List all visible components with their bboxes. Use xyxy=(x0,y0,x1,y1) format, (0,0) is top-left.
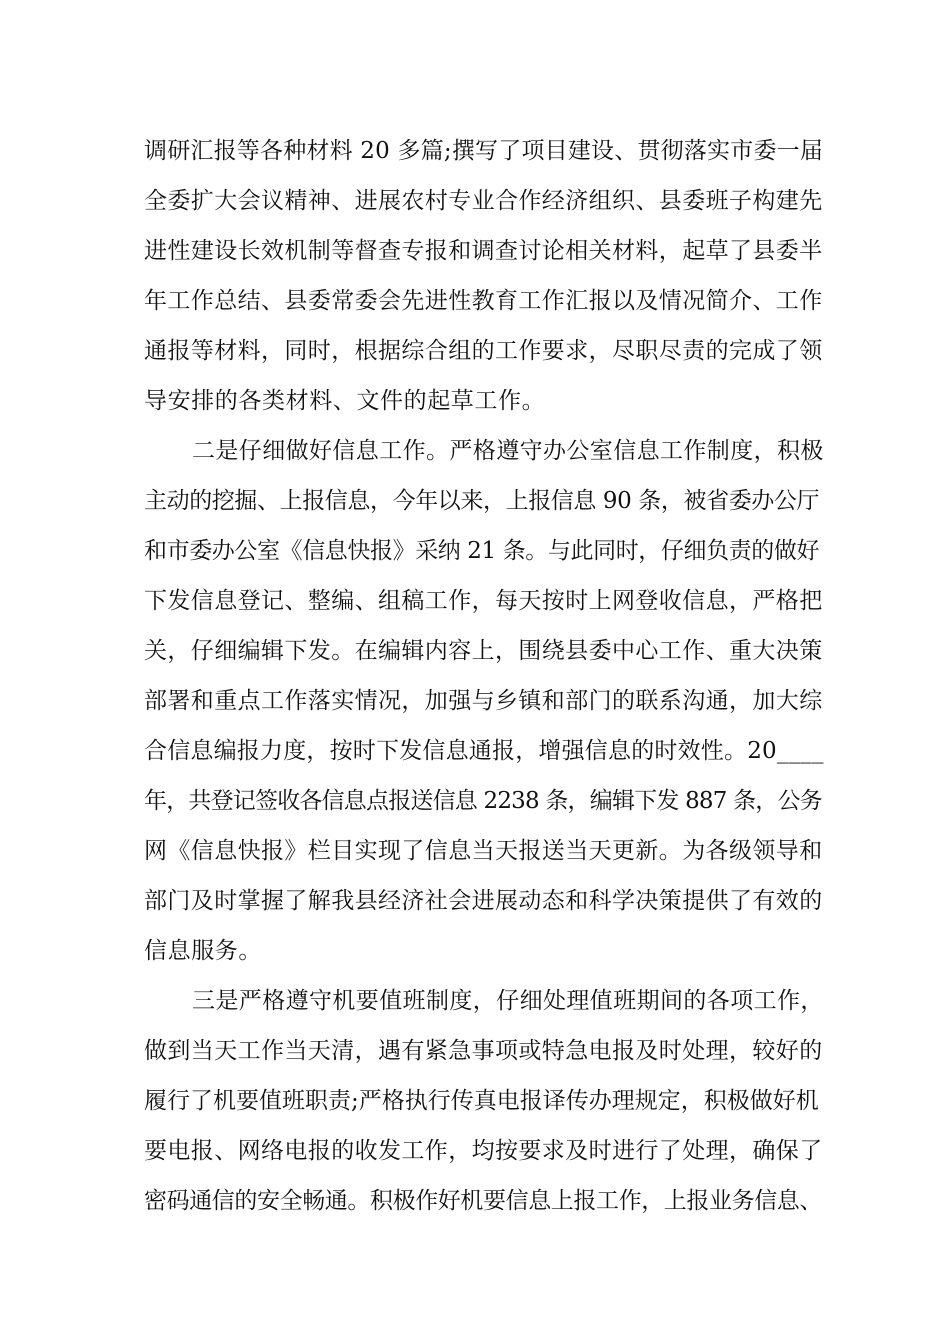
text-line: 和市委办公室《信息快报》采纳 21 条。与此同时，仔细负责的做好 xyxy=(144,538,820,564)
text-line: 三是严格遵守机要值班制度，仔细处理值班期间的各项工作， xyxy=(192,988,824,1014)
text-line: 信息服务。 xyxy=(144,938,262,964)
text-line: 履行了机要值班职责;严格执行传真电报译传办理规定，积极做好机 xyxy=(144,1088,819,1114)
text-line: 年，共登记签收各信息点报送信息 2238 条，编辑下发 887 条，公务 xyxy=(144,788,822,814)
text-line: 调研汇报等各种材料 20 多篇;撰写了项目建设、贯彻落实市委一届 xyxy=(144,138,824,164)
text-line: 通报等材料，同时，根据综合组的工作要求，尽职尽责的完成了领 xyxy=(144,338,823,364)
text-line: 全委扩大会议精神、进展农村专业合作经济组织、县委班子构建先 xyxy=(144,188,823,214)
text-line: 二是仔细做好信息工作。严格遵守办公室信息工作制度，积极 xyxy=(192,438,824,464)
text-line: 网《信息快报》栏目实现了信息当天报送当天更新。为各级领导和 xyxy=(144,838,823,864)
text-line: 做到当天工作当天清，遇有紧急事项或特急电报及时处理，较好的 xyxy=(144,1038,823,1064)
text-line: 部署和重点工作落实情况，加强与乡镇和部门的联系沟通，加大综 xyxy=(144,688,823,714)
text-line: 关，仔细编辑下发。在编辑内容上，围绕县委中心工作、重大决策 xyxy=(144,638,823,664)
text-line: 合信息编报力度，按时下发信息通报，增强信息的时效性。20____ xyxy=(144,738,824,764)
text-line: 导安排的各类材料、文件的起草工作。 xyxy=(144,388,546,414)
text-line: 部门及时掌握了解我县经济社会进展动态和科学决策提供了有效的 xyxy=(144,888,823,914)
text-line: 要电报、网络电报的收发工作，均按要求及时进行了处理，确保了 xyxy=(144,1138,823,1164)
text-line: 年工作总结、县委常委会先进性教育工作汇报以及情况简介、工作 xyxy=(144,288,823,314)
text-line: 下发信息登记、整编、组稿工作，每天按时上网登收信息，严格把 xyxy=(144,588,823,614)
text-line: 主动的挖掘、上报信息，今年以来，上报信息 90 条，被省委办公厅 xyxy=(144,488,820,514)
text-line: 密码通信的安全畅通。积极作好机要信息上报工作，上报业务信息、 xyxy=(144,1188,823,1214)
text-line: 进性建设长效机制等督查专报和调查讨论相关材料，起草了县委半 xyxy=(144,238,823,264)
